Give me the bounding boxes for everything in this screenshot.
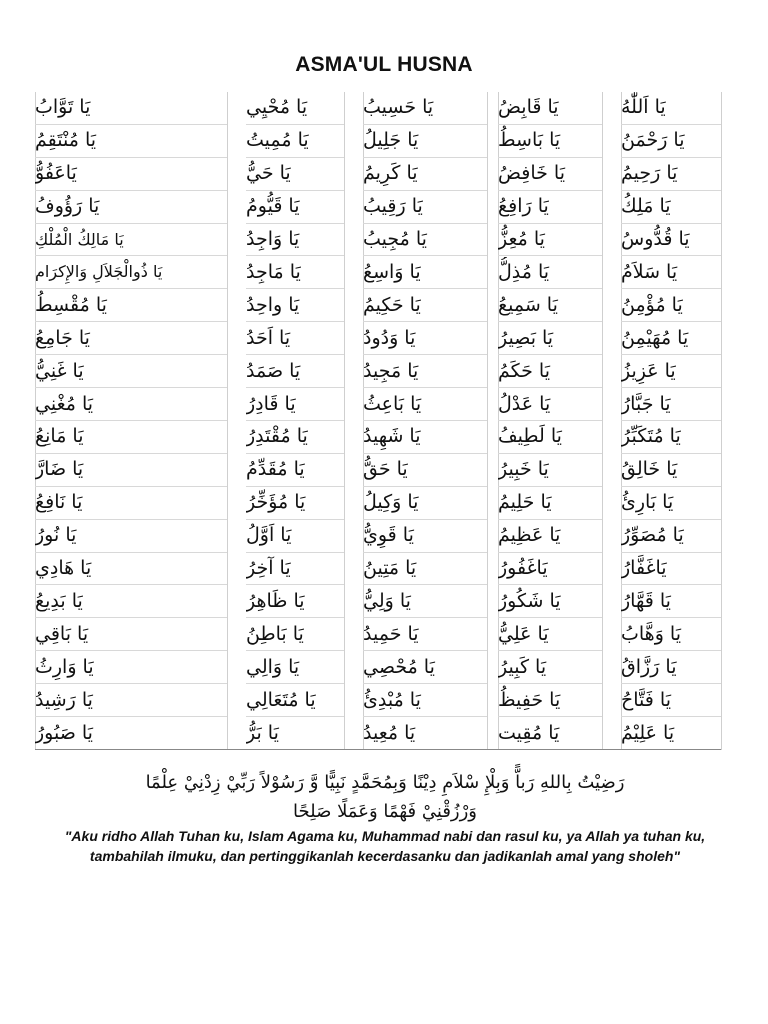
asma-name-cell: يَا اَوَّلُ (246, 520, 344, 553)
asma-name-cell: يَا رَحِيمُ (621, 158, 721, 191)
asma-name-cell: يَا شَهِيدُ (363, 421, 487, 454)
asma-name-cell: يَا بَاقِي (35, 618, 227, 651)
asma-name-cell: يَا رَافِعُ (498, 191, 602, 224)
asma-name-cell: يَا حَيُّ (246, 158, 344, 191)
asma-name-cell: يَا حَسِيبُ (363, 92, 487, 125)
asma-name-cell: يَا حَكِيمُ (363, 289, 487, 322)
asma-name-cell: يَا مُتَعَالِي (246, 684, 344, 717)
asma-name-cell: يَا وَارِثُ (35, 651, 227, 684)
asma-name-cell: يَا مُغْنِي (35, 388, 227, 421)
asma-name-cell: يَا بَارِئُ (621, 487, 721, 520)
asma-name-cell: يَا بَاطِنُ (246, 618, 344, 651)
asma-name-cell: يَا وَدُودُ (363, 322, 487, 355)
asma-name-cell: يَا مُحْيِي (246, 92, 344, 125)
asma-name-cell: يَا مُهَيْمِنُ (621, 322, 721, 355)
asma-name-cell: يَا قَابِضُ (498, 92, 602, 125)
asma-name-cell: يَا مُقْسِطُ (35, 289, 227, 322)
asma-name-cell: يَا وَلِيُّ (363, 586, 487, 619)
asma-name-cell: يَا حَكَمُ (498, 355, 602, 388)
table-bottom-rule (35, 749, 721, 750)
asma-name-cell: يَا مُمِيتُ (246, 125, 344, 158)
asma-name-cell: يَا ضَارَّ (35, 454, 227, 487)
asma-name-cell: يَا مَتِينُ (363, 553, 487, 586)
table-column-rule (602, 92, 603, 750)
doa-arabic-line-2: وَرْزُقْنِيْ فَهْمًا وَعَمَلًا صَلِحًا (293, 801, 477, 822)
asma-name-cell: يَا اَحَدُ (246, 322, 344, 355)
asma-name-cell: يَا تَوَّابُ (35, 92, 227, 125)
asma-name-cell: يَا خَالِقُ (621, 454, 721, 487)
asma-name-cell: يَا نَافِعُ (35, 487, 227, 520)
asma-name-cell: يَا مُصَوِّرُ (621, 520, 721, 553)
asma-name-cell: يَا عَلِيْمُ (621, 717, 721, 750)
asma-name-cell: يَاغَفَّارُ (621, 553, 721, 586)
asma-name-cell: يَا مُجِيبُ (363, 224, 487, 257)
asma-name-cell: يَا بَاسِطُ (498, 125, 602, 158)
asma-name-cell: يَا عَزِيزُ (621, 355, 721, 388)
asma-name-cell: يَا مُقِيت (498, 717, 602, 750)
asma-name-cell: يَا مُحْصِي (363, 651, 487, 684)
asma-name-cell: يَاعَفُوُّ (35, 158, 227, 191)
asma-name-cell: يَا شَكُورُ (498, 586, 602, 619)
asma-name-cell: يَا صَبُورُ (35, 717, 227, 750)
asma-name-cell: يَا عَلِيُّ (498, 618, 602, 651)
asma-name-cell: يَا قَيُّومُ (246, 191, 344, 224)
asma-name-cell: يَا وَهَّابُ (621, 618, 721, 651)
asma-name-cell: يَا رَزَّاقُ (621, 651, 721, 684)
asma-name-cell: يَا مُبْدِئُ (363, 684, 487, 717)
asma-name-cell: يَا قُدُّوسُ (621, 224, 721, 257)
asma-name-cell: يَا قَادِرُ (246, 388, 344, 421)
asma-name-cell: يَا بَدِيعُ (35, 586, 227, 619)
asma-name-cell: يَا مُنْتَقِمُ (35, 125, 227, 158)
asma-name-cell: يَا صَمَدُ (246, 355, 344, 388)
table-column-rule (227, 92, 228, 750)
asma-name-cell: يَا بَرُّ (246, 717, 344, 750)
asma-name-cell: يَا خَبِيرُ (498, 454, 602, 487)
asma-name-cell: يَا وَكِيلُ (363, 487, 487, 520)
asma-name-cell: يَا مُعِيدُ (363, 717, 487, 750)
table-column-rule (721, 92, 722, 750)
doa-translation: "Aku ridho Allah Tuhan ku, Islam Agama ku, Muhammad nabi dan rasul ku, ya Allah ya tuhan ku, tambahilah ilmuku, dan pertinggikanlah kecerdasanku dan jadikanlah amal yang sholeh" (64, 828, 706, 864)
asma-name-cell: يَا سَلاَمُ (621, 257, 721, 290)
asma-name-cell: يَا ظَاهِرُ (246, 586, 344, 619)
asma-name-cell: يَا اَللّٰهُ (621, 92, 721, 125)
asma-name-cell: يَا جَبَّارُ (621, 388, 721, 421)
asma-name-cell: يَا جَامِعُ (35, 322, 227, 355)
doa-arabic-line-1: رَضِيْتُ بِاللهِ رَباًّ وَبِلْإِ سْلاَمِ دِيْنًا وَبِمُحَمَّدٍ نَبِيًّا وَّ رَسُوْلاً رَبِّيْ زِدْنِيْ عِلْمًا (145, 772, 625, 793)
asma-name-cell: يَا كَرِيمُ (363, 158, 487, 191)
asma-name-cell: يَا بَصِيرُ (498, 322, 602, 355)
asma-name-cell: يَا قَوِيُّ (363, 520, 487, 553)
asma-name-cell: يَا مُقْتَدِرُ (246, 421, 344, 454)
asma-name-cell: يَا مَاجِدُ (246, 257, 344, 290)
asma-name-cell: يَا مُقَدِّمُ (246, 454, 344, 487)
asma-name-cell: يَا رَحْمَنُ (621, 125, 721, 158)
names-table (35, 92, 721, 750)
asma-name-cell: يَا لَطِيفُ (498, 421, 602, 454)
asma-name-cell: يَا حَفِيظُ (498, 684, 602, 717)
asma-name-cell: يَا قَهَّارُ (621, 586, 721, 619)
asma-name-cell: يَا آخِرُ (246, 553, 344, 586)
asma-name-cell: يَا مُؤْمِنُ (621, 289, 721, 322)
asma-name-cell: يَا هَادِي (35, 553, 227, 586)
asma-name-cell: يَا نُورُ (35, 520, 227, 553)
asma-name-cell: يَا كَبِيرُ (498, 651, 602, 684)
asma-name-cell: يَا بَاعِثُ (363, 388, 487, 421)
asma-name-cell: يَا مُتَكَبِّرُ (621, 421, 721, 454)
asma-name-cell: يَا عَظِيمُ (498, 520, 602, 553)
asma-name-cell: يَا حَقُّ (363, 454, 487, 487)
asma-name-cell: يَا مُذِلُّ (498, 257, 602, 290)
asma-name-cell: يَا مَالِكُ الْمُلْكِ (35, 224, 227, 257)
asma-name-cell: يَا عَدْلُ (498, 388, 602, 421)
asma-name-cell: يَا وَالِي (246, 651, 344, 684)
asma-name-cell: يَا مَلِكُ (621, 191, 721, 224)
asma-name-cell: يَا وَاسِعُ (363, 257, 487, 290)
asma-name-cell: يَاغَفُورُ (498, 553, 602, 586)
asma-name-cell: يَا حَمِيدُ (363, 618, 487, 651)
asma-name-cell: يَا واحِدُ (246, 289, 344, 322)
page-title: ASMA'UL HUSNA (295, 53, 473, 76)
asma-name-cell: يَا حَلِيمُ (498, 487, 602, 520)
table-column-rule (487, 92, 488, 750)
asma-name-cell: يَا مُؤَخِّرُ (246, 487, 344, 520)
asma-name-cell: يَا رَقِيبُ (363, 191, 487, 224)
asma-name-cell: يَا ذُوالْجَلاَلِ وَالإِكرَام (35, 257, 227, 290)
asma-name-cell: يَا غَنِيُّ (35, 355, 227, 388)
asma-name-cell: يَا رَؤُوفُ (35, 191, 227, 224)
asma-name-cell: يَا وَاجِدُ (246, 224, 344, 257)
table-column-rule (344, 92, 345, 750)
asma-name-cell: يَا رَشِيدُ (35, 684, 227, 717)
asma-name-cell: يَا مَانِعُ (35, 421, 227, 454)
asma-name-cell: يَا فَتَّاحُ (621, 684, 721, 717)
asma-name-cell: يَا خَافِضُ (498, 158, 602, 191)
asma-name-cell: يَا مَجِيدُ (363, 355, 487, 388)
asma-name-cell: يَا مُعِزُّ (498, 224, 602, 257)
asma-name-cell: يَا جَلِيلُ (363, 125, 487, 158)
asma-name-cell: يَا سَمِيعُ (498, 289, 602, 322)
